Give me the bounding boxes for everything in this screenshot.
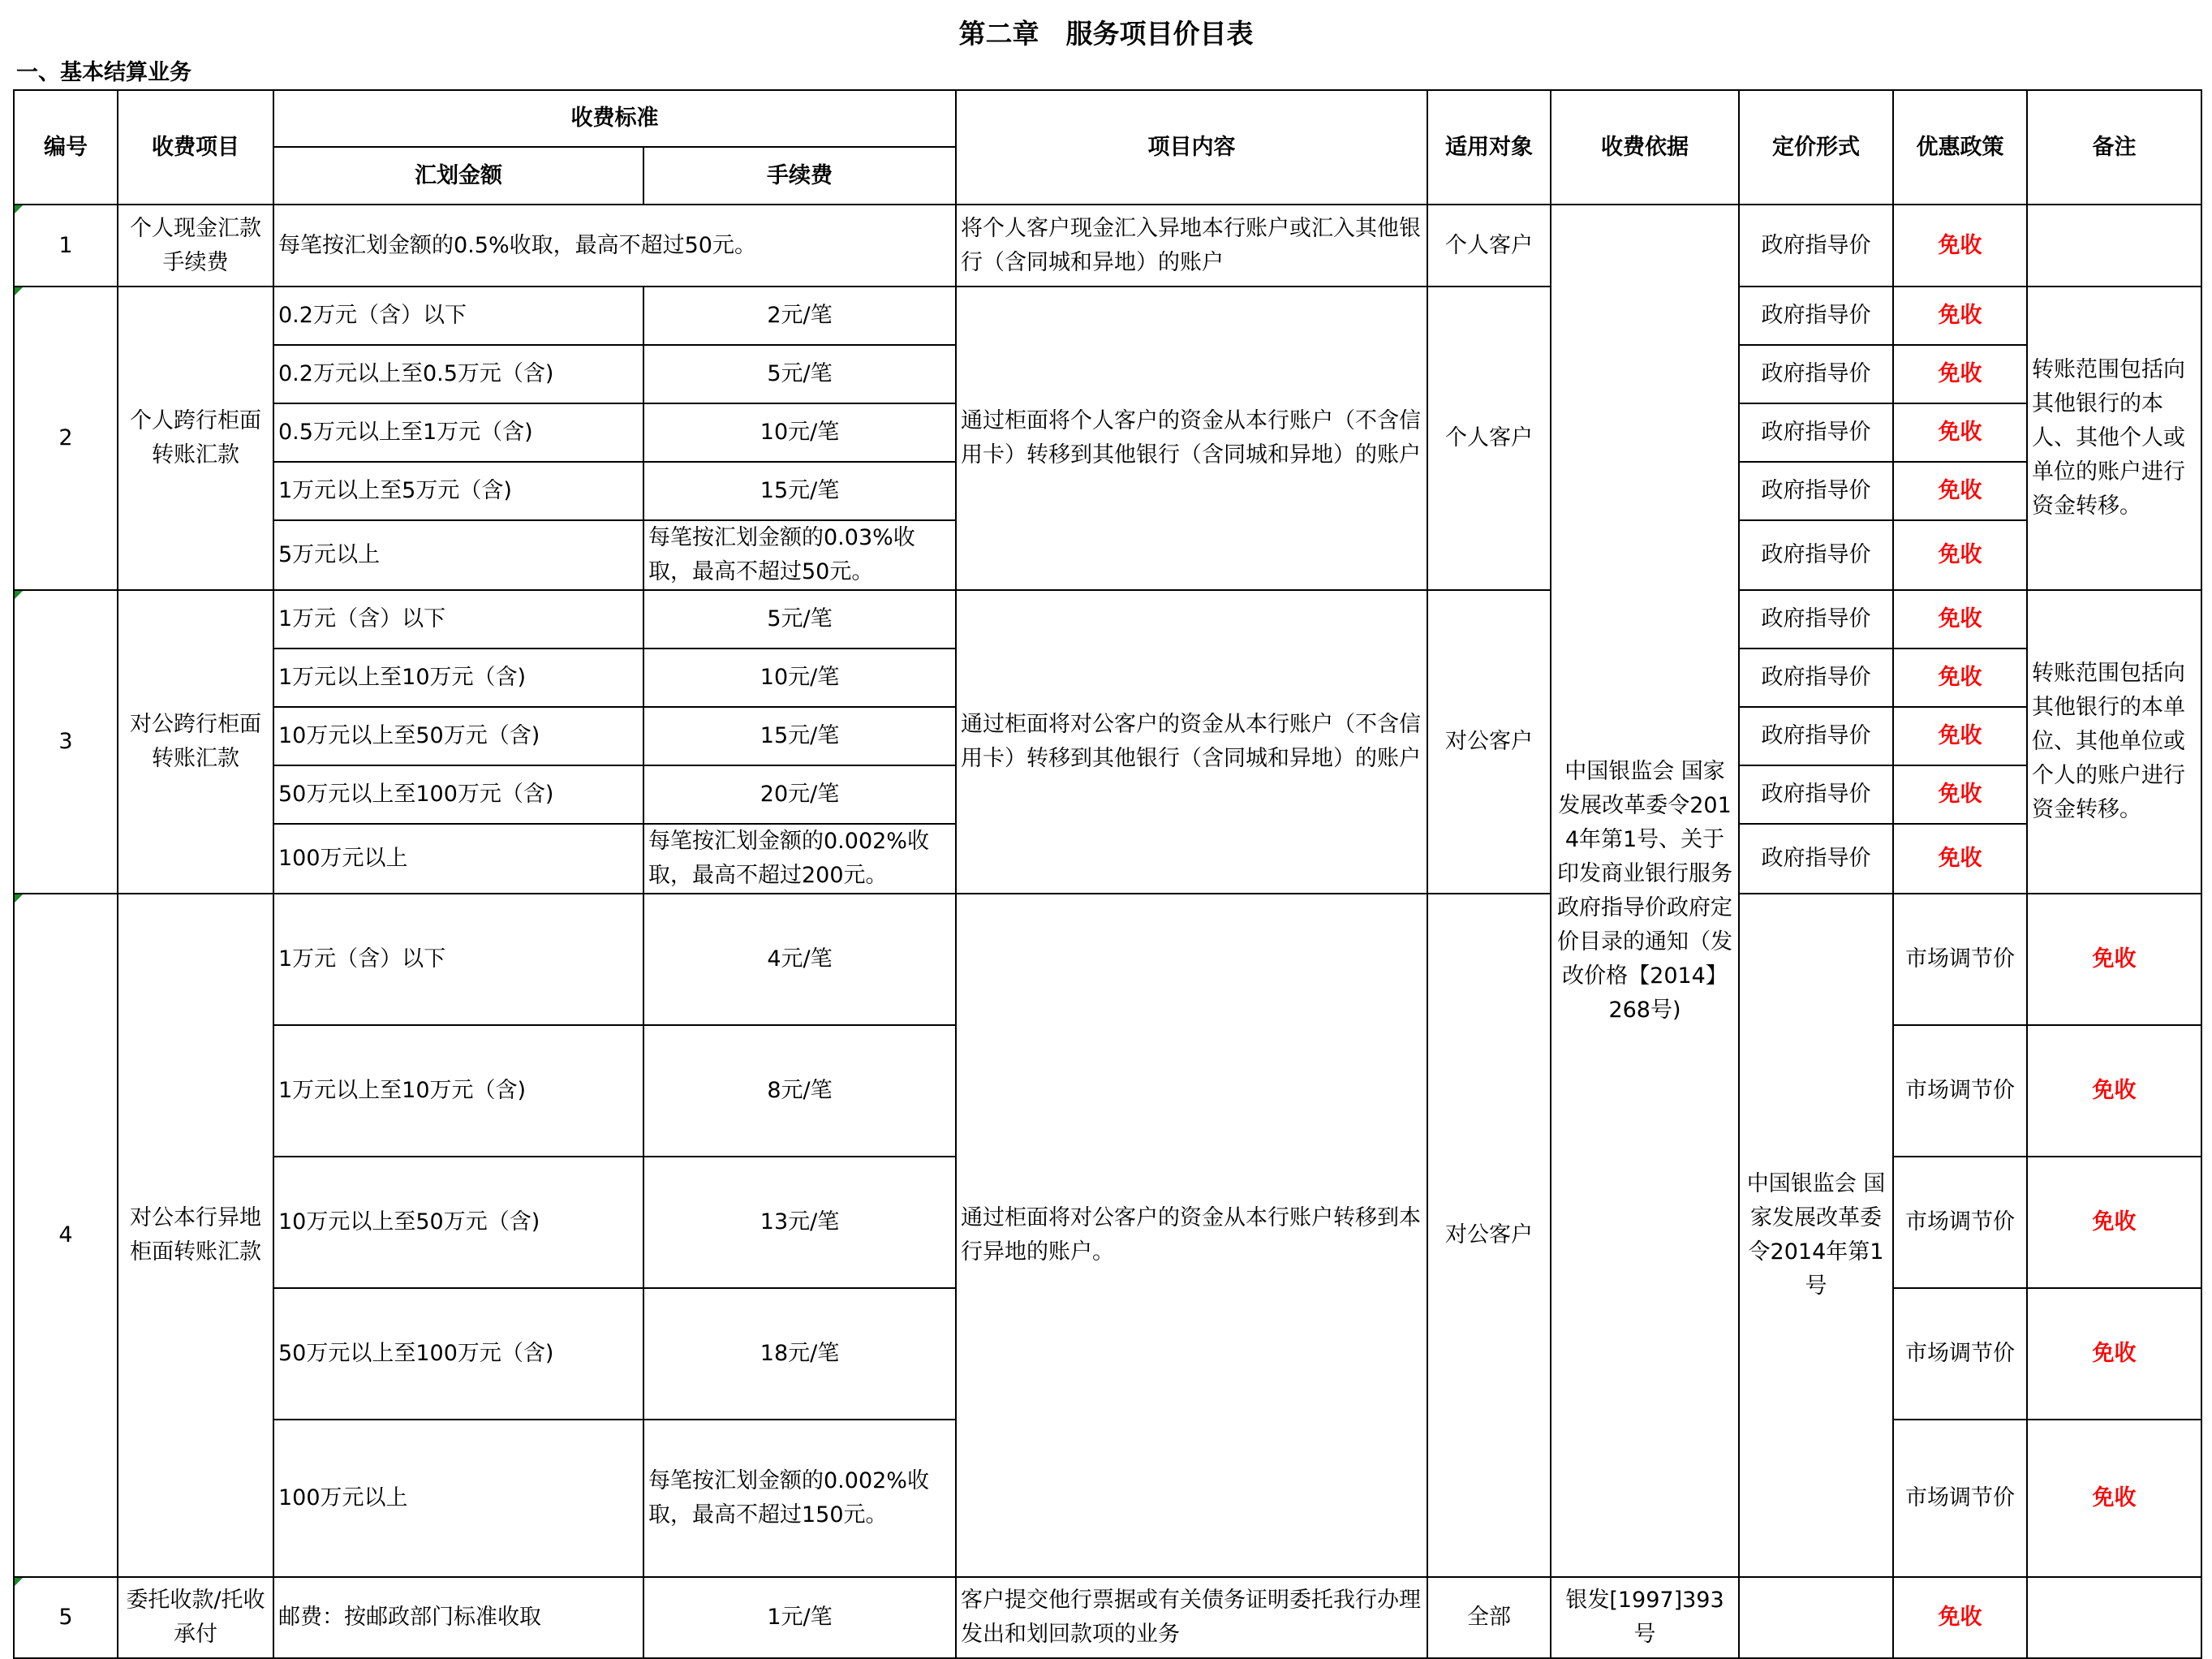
tier-discount: 免收	[1893, 520, 2027, 590]
row-target: 个人客户	[1427, 287, 1551, 590]
tier-fee: 20元/笔	[643, 765, 956, 824]
row-content: 将个人客户现金汇入异地本行账户或汇入其他银行（含同城和异地）的账户	[956, 205, 1427, 287]
tier-pricing: 市场调节价	[1893, 1288, 2027, 1420]
tier-discount: 免收	[2027, 1420, 2201, 1577]
header-fee: 手续费	[643, 147, 956, 205]
tier-fee: 5元/笔	[643, 345, 956, 403]
row-no: 4	[14, 894, 118, 1577]
header-basis: 收费依据	[1551, 90, 1739, 205]
tier-amount: 1万元以上至10万元（含)	[273, 649, 643, 707]
tier-amount: 100万元以上	[273, 824, 643, 894]
tier-pricing: 市场调节价	[1893, 1420, 2027, 1577]
tier-fee: 10元/笔	[643, 649, 956, 707]
header-amount: 汇划金额	[273, 147, 643, 205]
section-title: 一、基本结算业务	[16, 60, 192, 85]
row-fee: 1元/笔	[643, 1577, 956, 1658]
tier-pricing: 市场调节价	[1893, 1025, 2027, 1157]
tier-pricing: 政府指导价	[1739, 287, 1893, 345]
tier-amount: 50万元以上至100万元（含)	[273, 765, 643, 824]
table-row	[14, 287, 2201, 345]
row-pricing	[1739, 1577, 1893, 1658]
row-content: 客户提交他行票据或有关债务证明委托我行办理发出和划回款项的业务	[956, 1577, 1427, 1658]
row-remark	[2027, 205, 2201, 287]
header-remark: 备注	[2027, 90, 2201, 205]
row-item: 个人现金汇款手续费	[118, 205, 273, 287]
tier-amount: 1万元（含）以下	[273, 894, 643, 1025]
tier-pricing: 政府指导价	[1739, 707, 1893, 765]
table-row	[14, 205, 2201, 287]
tier-discount: 免收	[1893, 403, 2027, 462]
header-item: 收费项目	[118, 90, 273, 205]
tier-fee: 18元/笔	[643, 1288, 956, 1420]
tier-fee: 15元/笔	[643, 707, 956, 765]
tier-discount: 免收	[1893, 649, 2027, 707]
basis-cell: 中国银监会 国家发展改革委令2014年第1号、关于印发商业银行服务政府指导价政府定价目录的通知（发改价格【2014】268号)	[1551, 205, 1739, 1577]
header-standard: 收费标准	[273, 90, 956, 147]
tier-discount: 免收	[1893, 462, 2027, 520]
tier-pricing: 政府指导价	[1739, 403, 1893, 462]
header-pricing: 定价形式	[1739, 90, 1893, 205]
header-target: 适用对象	[1427, 90, 1551, 205]
row-remark	[2027, 1577, 2201, 1658]
tier-amount: 0.5万元以上至1万元（含)	[273, 403, 643, 462]
tier-pricing: 政府指导价	[1739, 649, 1893, 707]
row-remark: 转账范围包括向其他银行的本单位、其他单位或个人的账户进行资金转移。	[2027, 590, 2201, 894]
row-target: 全部	[1427, 1577, 1551, 1658]
tier-pricing: 政府指导价	[1739, 765, 1893, 824]
tier-discount: 免收	[2027, 1157, 2201, 1288]
tier-pricing: 政府指导价	[1739, 824, 1893, 894]
row-basis: 银发[1997]393号	[1551, 1577, 1739, 1658]
tier-discount: 免收	[1893, 824, 2027, 894]
tier-amount: 100万元以上	[273, 1420, 643, 1577]
fee-table	[13, 89, 2202, 1659]
row-amount: 邮费：按邮政部门标准收取	[273, 1577, 643, 1658]
row-discount: 免收	[1893, 1577, 2027, 1658]
tier-discount: 免收	[2027, 894, 2201, 1025]
tier-amount: 5万元以上	[273, 520, 643, 590]
table-row	[14, 894, 2201, 1025]
row-target: 对公客户	[1427, 894, 1551, 1577]
tier-discount: 免收	[2027, 1288, 2201, 1420]
row-no: 3	[14, 590, 118, 894]
basis-cell: 中国银监会 国家发展改革委令2014年第1号	[1739, 894, 1893, 1577]
tier-discount: 免收	[1893, 707, 2027, 765]
page-title: 第二章 服务项目价目表	[958, 18, 1254, 50]
row-item: 委托收款/托收承付	[118, 1577, 273, 1658]
row-no: 5	[14, 1577, 118, 1658]
tier-amount: 10万元以上至50万元（含)	[273, 707, 643, 765]
header-discount: 优惠政策	[1893, 90, 2027, 205]
row-content: 通过柜面将个人客户的资金从本行账户（不含信用卡）转移到其他银行（含同城和异地）的账户	[956, 287, 1427, 590]
header-row	[14, 90, 2201, 147]
tier-amount: 1万元（含）以下	[273, 590, 643, 649]
header-no: 编号	[14, 90, 118, 205]
row-discount: 免收	[1893, 205, 2027, 287]
tier-amount: 10万元以上至50万元（含)	[273, 1157, 643, 1288]
table-row	[14, 1577, 2201, 1658]
tier-fee: 每笔按汇划金额的0.002%收取，最高不超过200元。	[643, 824, 956, 894]
tier-amount: 0.2万元以上至0.5万元（含)	[273, 345, 643, 403]
header-content: 项目内容	[956, 90, 1427, 205]
tier-fee: 每笔按汇划金额的0.002%收取，最高不超过150元。	[643, 1420, 956, 1577]
tier-fee: 13元/笔	[643, 1157, 956, 1288]
row-content: 通过柜面将对公客户的资金从本行账户（不含信用卡）转移到其他银行（含同城和异地）的账户	[956, 590, 1427, 894]
tier-discount: 免收	[2027, 1025, 2201, 1157]
tier-discount: 免收	[1893, 345, 2027, 403]
tier-fee: 2元/笔	[643, 287, 956, 345]
tier-fee: 15元/笔	[643, 462, 956, 520]
tier-fee: 8元/笔	[643, 1025, 956, 1157]
row-item: 对公跨行柜面转账汇款	[118, 590, 273, 894]
row-pricing: 政府指导价	[1739, 205, 1893, 287]
tier-amount: 1万元以上至10万元（含)	[273, 1025, 643, 1157]
tier-pricing: 政府指导价	[1739, 590, 1893, 649]
row-no: 2	[14, 287, 118, 590]
row-target: 个人客户	[1427, 205, 1551, 287]
tier-pricing: 政府指导价	[1739, 345, 1893, 403]
tier-discount: 免收	[1893, 287, 2027, 345]
row-content: 通过柜面将对公客户的资金从本行账户转移到本行异地的账户。	[956, 894, 1427, 1577]
tier-discount: 免收	[1893, 765, 2027, 824]
row-no: 1	[14, 205, 118, 287]
row-standard: 每笔按汇划金额的0.5%收取，最高不超过50元。	[273, 205, 956, 287]
tier-amount: 1万元以上至5万元（含)	[273, 462, 643, 520]
tier-amount: 50万元以上至100万元（含)	[273, 1288, 643, 1420]
tier-fee: 10元/笔	[643, 403, 956, 462]
tier-fee: 5元/笔	[643, 590, 956, 649]
row-item: 对公本行异地柜面转账汇款	[118, 894, 273, 1577]
table-row	[14, 590, 2201, 649]
row-item: 个人跨行柜面转账汇款	[118, 287, 273, 590]
tier-pricing: 政府指导价	[1739, 520, 1893, 590]
tier-pricing: 市场调节价	[1893, 894, 2027, 1025]
tier-amount: 0.2万元（含）以下	[273, 287, 643, 345]
tier-discount: 免收	[1893, 590, 2027, 649]
row-target: 对公客户	[1427, 590, 1551, 894]
row-remark: 转账范围包括向其他银行的本人、其他个人或单位的账户进行资金转移。	[2027, 287, 2201, 590]
tier-fee: 4元/笔	[643, 894, 956, 1025]
tier-fee: 每笔按汇划金额的0.03%收取，最高不超过50元。	[643, 520, 956, 590]
tier-pricing: 市场调节价	[1893, 1157, 2027, 1288]
tier-pricing: 政府指导价	[1739, 462, 1893, 520]
